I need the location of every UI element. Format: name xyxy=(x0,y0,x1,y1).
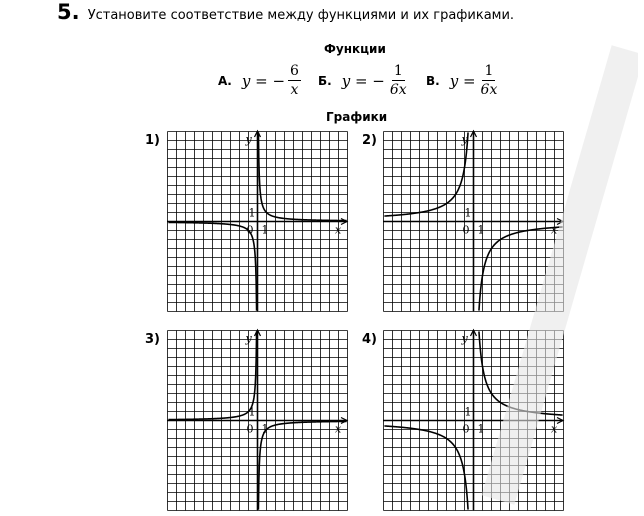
x-unit-label: 1 xyxy=(261,223,269,237)
functions-heading: Функции xyxy=(324,42,386,56)
graph-4-label: 4) xyxy=(362,332,377,347)
y-unit-label: 1 xyxy=(464,206,472,220)
watermark xyxy=(478,40,638,510)
x-unit-label: 1 xyxy=(261,422,269,436)
x-unit-label: 1 xyxy=(477,223,485,237)
graph-2-label: 2) xyxy=(362,133,377,148)
function-a xyxy=(218,62,301,99)
y-unit-label: 1 xyxy=(248,405,256,419)
function-a-numerator: 6 xyxy=(290,63,299,79)
x-unit-label: 1 xyxy=(477,422,485,436)
y-axis-label: y xyxy=(245,332,252,345)
graph-3 xyxy=(167,330,350,513)
function-a-lhs: y = − xyxy=(241,71,286,90)
origin-label: 0 xyxy=(246,223,254,237)
task-text: Установите соответствие между функциями и их графиками. xyxy=(87,8,515,23)
function-v-numerator: 1 xyxy=(484,63,494,79)
task-header xyxy=(57,0,514,24)
watermark-stroke xyxy=(498,50,628,500)
function-a-fraction xyxy=(288,62,301,99)
x-axis-label: x xyxy=(551,223,558,237)
function-b-lhs: y = − xyxy=(341,71,385,90)
function-v-letter: В. xyxy=(426,73,440,88)
function-v-denominator: 6x xyxy=(480,82,498,98)
graph-1-label: 1) xyxy=(145,133,160,148)
function-b-letter: Б. xyxy=(318,73,332,88)
function-a-letter: А. xyxy=(218,73,232,88)
y-axis-label: y xyxy=(245,133,252,146)
function-b-fraction xyxy=(388,62,409,99)
y-unit-label: 1 xyxy=(248,206,256,220)
x-axis-label: x xyxy=(335,223,342,237)
function-v-lhs: y = xyxy=(449,71,476,90)
y-axis-label: y xyxy=(461,133,468,146)
x-axis-label: x xyxy=(335,422,342,436)
task-number: 5. xyxy=(57,0,80,24)
function-b xyxy=(318,62,409,99)
graph-3-label: 3) xyxy=(145,332,160,347)
function-a-denominator: x xyxy=(290,82,299,98)
origin-label: 0 xyxy=(246,422,254,436)
y-axis-label: y xyxy=(461,332,468,345)
graph-1 xyxy=(167,131,350,314)
x-axis-label: x xyxy=(551,422,558,436)
function-b-numerator: 1 xyxy=(393,63,403,79)
function-b-denominator: 6x xyxy=(389,82,407,98)
origin-label: 0 xyxy=(462,223,470,237)
origin-label: 0 xyxy=(462,422,470,436)
graphs-heading: Графики xyxy=(326,110,388,124)
y-unit-label: 1 xyxy=(464,405,472,419)
